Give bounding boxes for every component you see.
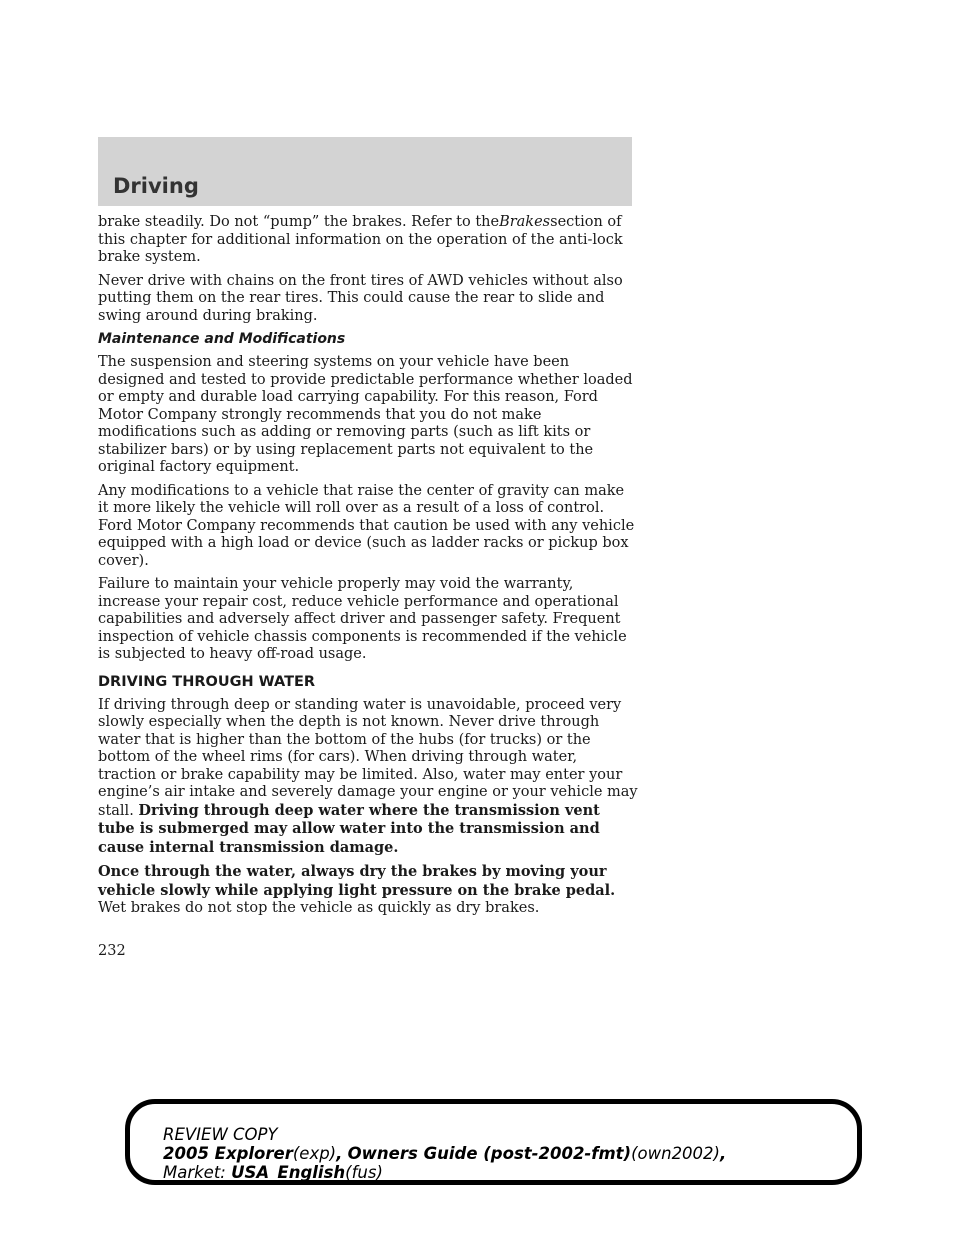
warning-text: Driving through deep water where the transmission vent tube is submerged may allow water into the transmission and cause internal transmission damage. [98,801,600,856]
warning-text: Once through the water, always dry the brakes by moving your vehicle slowly while applying light pressure on the brake pedal. [98,863,616,899]
paragraph: brake steadily. Do not “pump” the brakes. Refer to theBrakessection of this chapter for additional information on the operation of the anti-lock brake system. [98,214,623,265]
sub-heading: Maintenance and Modifications [98,331,346,347]
paragraph: Failure to maintain your vehicle properly may void the warranty, increase your repair cost, reduce vehicle performance and operational capabilities and adversely affect driver and passenger safety. Frequent inspection of vehicle chassis components is recommended if the vehicle is subjected to heavy off-road usage. [98,576,627,662]
brakes-reference: Brakes [499,214,551,230]
section-title: Driving [113,174,199,198]
paragraph: Any modifications to a vehicle that raise the center of gravity can make it more likely the vehicle will roll over as a result of a loss of control. Ford Motor Company recommends that caution be used with any vehicle equipped with a high load or device (such as ladder racks or pickup box cover). [98,482,635,569]
market-info: Market: USA_English(fus) [163,1163,383,1182]
review-footer [163,1125,726,1182]
paragraph: Never drive with chains on the front tires of AWD vehicles without also putting them on the rear tires. This could cause the rear to slide and swing around during braking. [98,272,623,324]
paragraph: The suspension and steering systems on your vehicle have been designed and tested to provide predictable performance whether loaded or empty and durable load carrying capability. For this reason, Ford Motor Company strongly recommends that you do not make modifications such as adding or removing parts (such as lift kits or stabilizer bars) or by using replacement parts not equivalent to the original factory equipment. [98,354,633,475]
paragraph: If driving through deep or standing water is unavoidable, proceed very slowly especially when the depth is not known. Never drive through water that is higher than the bottom of the hubs (for trucks) or the bottom of the wheel rims (for cars). When driving through water, traction or brake capability may be limited. Also, water may enter your engine’s air intake and severely damage your engine or your vehicle may stall. Driving through deep water where the transmission vent tube is submerged may allow water into the transmission and cause internal transmission damage. [98,696,638,856]
review-label: REVIEW COPY [163,1125,278,1144]
page-content [98,214,638,924]
page-number: 232 [98,943,126,959]
document-info: 2005 Explorer(exp), Owners Guide (post-2002-fmt)(own2002), [163,1144,727,1163]
section-heading: DRIVING THROUGH WATER [98,673,316,690]
paragraph: Once through the water, always dry the brakes by moving your vehicle slowly while applying light pressure on the brake pedal. Wet brakes do not stop the vehicle as quickly as dry brakes. [98,863,616,916]
